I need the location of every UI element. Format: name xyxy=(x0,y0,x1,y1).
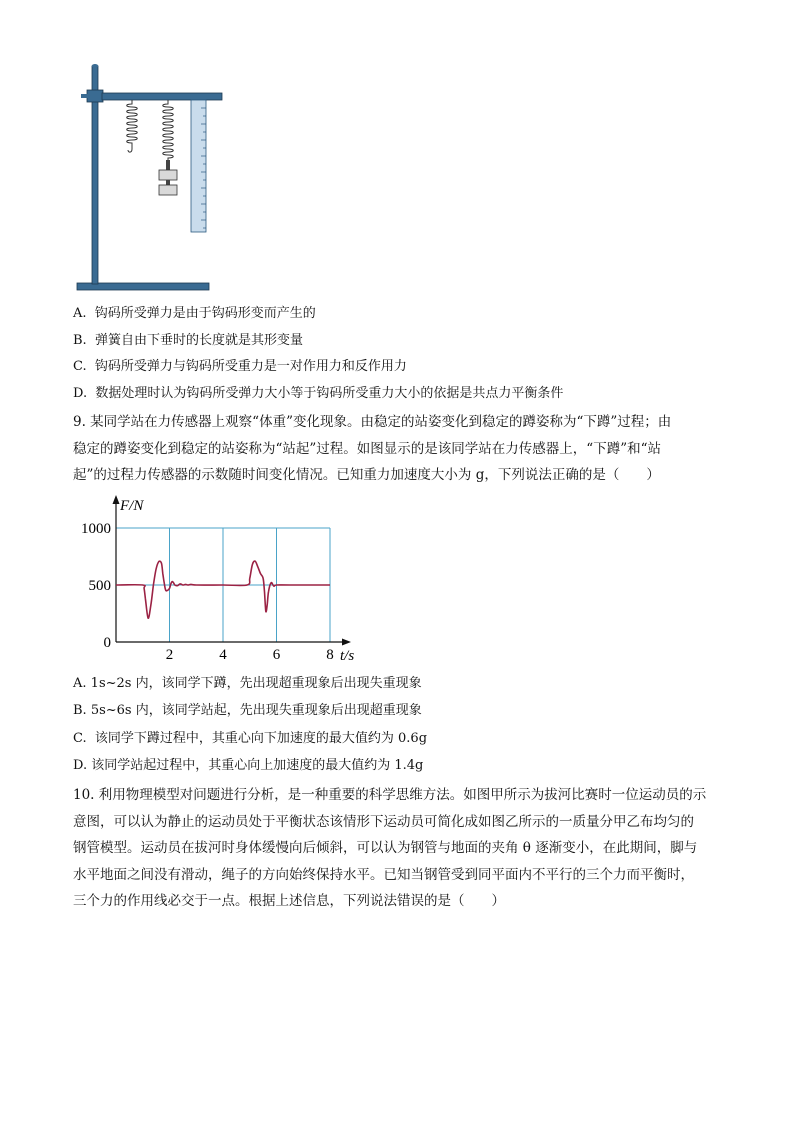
q9-stem-line-3: 起”的过程力传感器的示数随时间变化情况。已知重力加速度大小为 g，下列说法正确的是（ ） xyxy=(73,467,660,483)
q8-option-a: A. 钩码所受弹力是由于钩码形变而产生的 xyxy=(73,306,316,321)
q10-stem-line-4: 水平地面之间没有滑动，绳子的方向始终保持水平。已知当钢管受到同平面内不平行的三个力而平衡时， xyxy=(73,866,694,883)
q10-stem-line-1: 10. 利用物理模型对问题进行分析，是一种重要的科学思维方法。如图甲所示为拔河比赛时一位运动员的示 xyxy=(73,787,707,803)
q8-option-b: B. 弹簧自由下垂时的长度就是其形变量 xyxy=(73,333,303,348)
q9-option-d: D. 该同学站起过程中，其重心向上加速度的最大值约为 1.4g xyxy=(73,758,424,773)
q9-stem-line-2: 稳定的蹲姿变化到稳定的站姿称为“站起”过程。如图显示的是该同学站在力传感器上，“下蹲”和“站 xyxy=(73,440,662,457)
q9-option-b: B. 5s~6s 内，该同学站起，先出现失重现象后出现超重现象 xyxy=(73,703,422,718)
hook-weights xyxy=(159,160,177,195)
spring-apparatus-figure xyxy=(70,60,230,295)
q9-option-c: C. 该同学下蹲过程中，其重心向下加速度的最大值约为 0.6g xyxy=(73,731,428,746)
y-tick-label: 500 xyxy=(88,578,111,594)
q10-stem-line-3: 钢管模型。运动员在拔河时身体缓慢向后倾斜，可以认为钢管与地面的夹角 θ 逐渐变小，在此期间，脚与 xyxy=(73,840,698,856)
q10-stem-line-5: 三个力的作用线必交于一点。根据上述信息，下列说法错误的是（ ） xyxy=(73,893,505,909)
q9-stem xyxy=(73,409,723,489)
apparatus-clamp xyxy=(87,90,103,102)
spring-long xyxy=(163,100,174,164)
q10-stem-line-2: 意图，可以认为静止的运动员处于平衡状态该情形下运动员可简化成如图乙所示的一质量分甲乙布均匀的 xyxy=(73,813,694,830)
x-tick-label: 2 xyxy=(165,647,174,663)
y-tick-label: 0 xyxy=(103,635,111,651)
x-tick-label: 4 xyxy=(219,647,227,663)
q9-option-a: A. 1s~2s 内，该同学下蹲，先出现超重现象后出现失重现象 xyxy=(73,676,422,691)
spring-short xyxy=(127,100,138,152)
q10-stem xyxy=(73,782,723,915)
x-axis-label: t/s xyxy=(340,648,355,664)
apparatus-arm xyxy=(102,93,222,100)
x-tick-label: 8 xyxy=(326,647,334,663)
chart-axes xyxy=(113,495,352,646)
y-tick-label: 1000 xyxy=(81,521,111,537)
x-axis-arrow xyxy=(342,639,351,646)
force-time-chart xyxy=(72,492,372,664)
y-axis-arrow xyxy=(113,495,120,504)
q9-stem-line-1: 9. 某同学站在力传感器上观察“体重”变化现象。由稳定的站姿变化到稳定的蹲姿称为“下蹲”过程；由 xyxy=(73,414,672,430)
q8-option-c: C. 钩码所受弹力与钩码所受重力是一对作用力和反作用力 xyxy=(73,359,407,374)
q8-option-d: D. 数据处理时认为钩码所受弹力大小等于钩码所受重力大小的依据是共点力平衡条件 xyxy=(73,386,564,401)
y-axis-label: F/N xyxy=(120,498,144,514)
x-tick-label: 6 xyxy=(272,647,281,663)
